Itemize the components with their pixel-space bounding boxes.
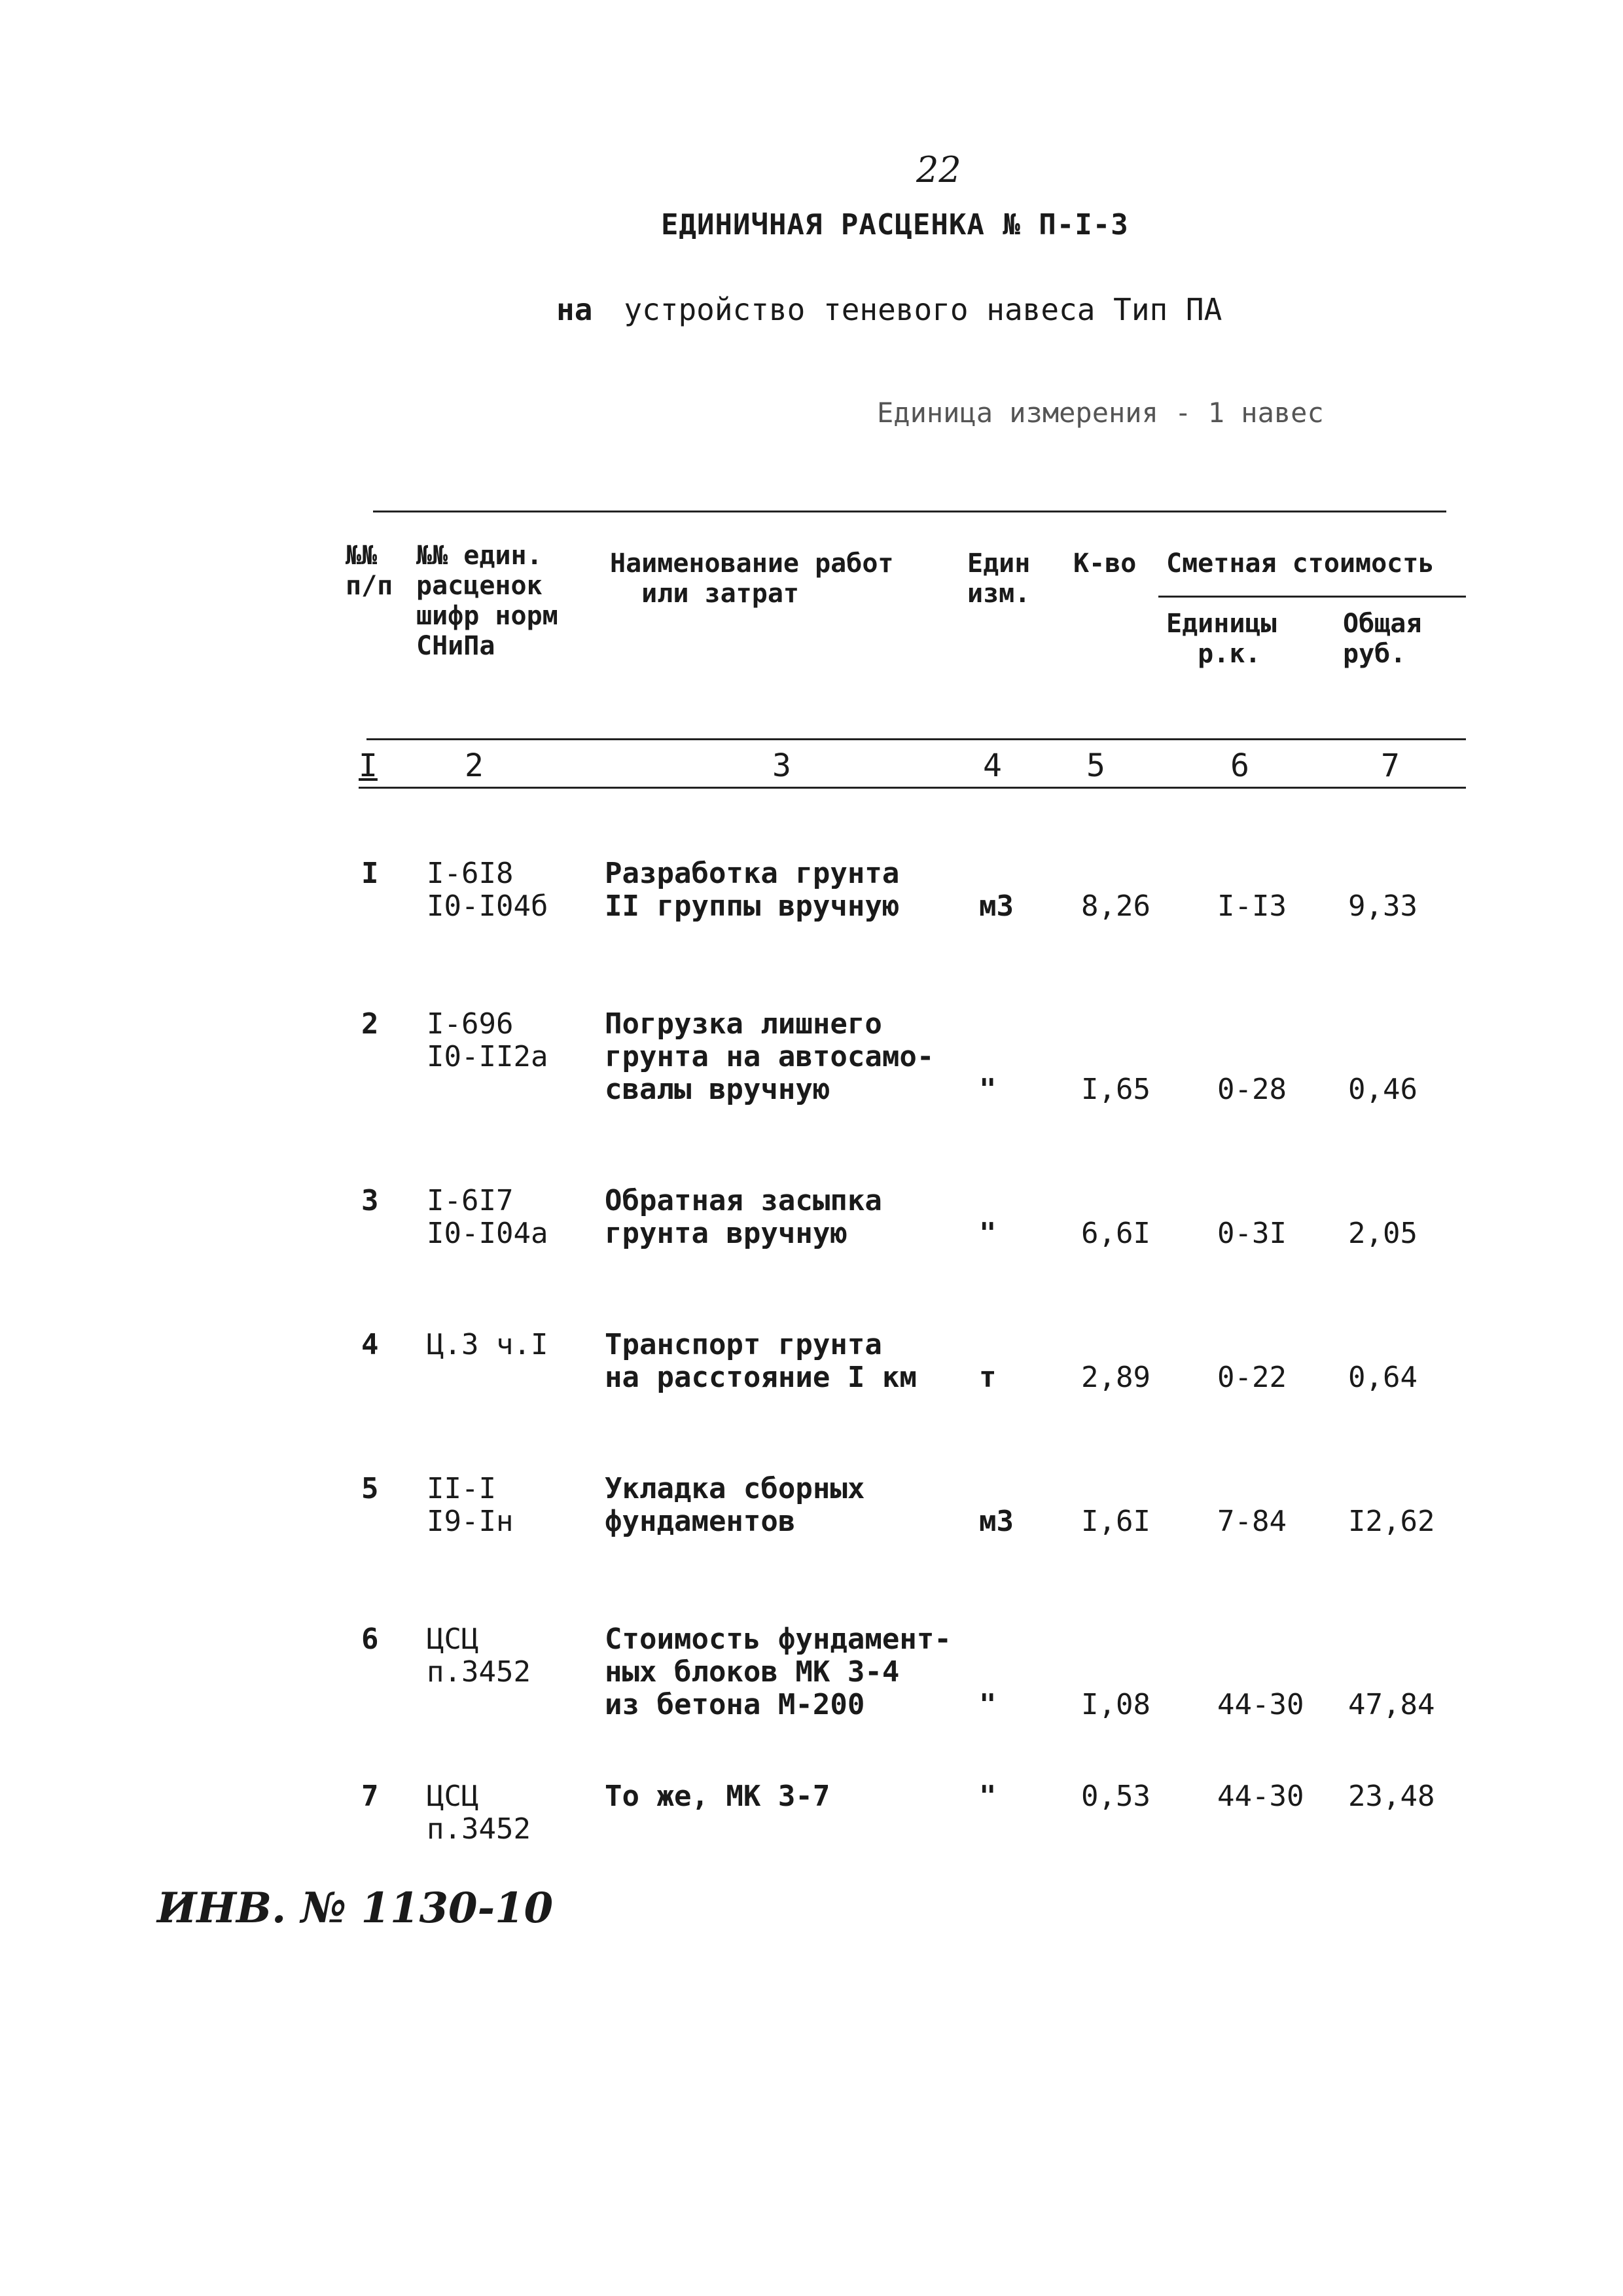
work-name: Транспорт грунта на расстояние I км — [605, 1328, 917, 1394]
column-number: 3 — [772, 747, 791, 784]
unit-cell: т — [979, 1361, 997, 1394]
page-number: 22 — [916, 149, 961, 190]
row-number: 5 — [361, 1472, 379, 1505]
total-cell: 2,05 — [1348, 1217, 1418, 1250]
unit-cell: м3 — [979, 889, 1014, 923]
header-unit: Един изм. — [967, 548, 1031, 609]
unit-cell: " — [979, 1073, 997, 1106]
rate-code: I-6I8 I0-I04б — [427, 857, 548, 923]
unit-cell: м3 — [979, 1505, 1014, 1538]
quantity-cell: 2,89 — [1081, 1361, 1150, 1394]
table-header-bottom-rule — [366, 738, 1466, 740]
unit-cell: " — [979, 1688, 997, 1721]
work-name: То же, МК 3-7 — [605, 1780, 830, 1813]
total-cell: 0,64 — [1348, 1361, 1418, 1394]
row-number: 6 — [361, 1623, 379, 1656]
total-cell: 0,46 — [1348, 1073, 1418, 1106]
column-number: 2 — [465, 747, 484, 784]
row-number: 7 — [361, 1780, 379, 1813]
quantity-cell: I,6I — [1081, 1505, 1150, 1538]
header-unit-price: Единицы р.к. — [1166, 609, 1277, 669]
table-top-rule — [373, 511, 1446, 512]
unit-price-cell: 44-30 — [1217, 1780, 1304, 1813]
header-rate-code: №№ един. расценок шифр норм СНиПа — [416, 541, 558, 661]
header-row-number: №№ п/п — [346, 541, 393, 601]
header-quantity: К-во — [1073, 548, 1137, 579]
unit-price-cell: 7-84 — [1217, 1505, 1287, 1538]
rate-code: I-6I7 I0-I04а — [427, 1184, 548, 1250]
row-number: I — [361, 857, 379, 890]
rate-code: ЦСЦ п.3452 — [427, 1623, 531, 1689]
subtitle-text: устройство теневого навеса Тип ПА — [624, 292, 1222, 327]
total-cell: 9,33 — [1348, 889, 1418, 923]
unit-price-cell: 0-28 — [1217, 1073, 1287, 1106]
quantity-cell: I,08 — [1081, 1688, 1150, 1721]
row-number: 4 — [361, 1328, 379, 1361]
total-cell: 23,48 — [1348, 1780, 1435, 1813]
unit-cell: " — [979, 1780, 997, 1813]
subtitle-prefix: на — [556, 292, 593, 327]
column-number: I — [359, 747, 378, 784]
column-number: 6 — [1230, 747, 1249, 784]
work-name: Укладка сборных фундаментов — [605, 1472, 865, 1538]
quantity-cell: I,65 — [1081, 1073, 1150, 1106]
work-name: Разработка грунта II группы вручную — [605, 857, 900, 923]
work-name: Обратная засыпка грунта вручную — [605, 1184, 882, 1250]
document-title: ЕДИНИЧНАЯ РАСЦЕНКА № П-I-3 — [661, 208, 1129, 242]
unit-price-cell: 0-22 — [1217, 1361, 1287, 1394]
total-cell: 47,84 — [1348, 1688, 1435, 1721]
quantity-cell: 8,26 — [1081, 889, 1150, 923]
column-number: 7 — [1381, 747, 1400, 784]
inventory-stamp: ИНВ. № 1130-10 — [157, 1884, 554, 1933]
header-estimated-cost: Сметная стоимость — [1166, 548, 1435, 579]
unit-price-cell: 0-3I — [1217, 1217, 1287, 1250]
unit-cell: " — [979, 1217, 997, 1250]
unit-price-cell: I-I3 — [1217, 889, 1287, 923]
column-number: 5 — [1086, 747, 1105, 784]
quantity-cell: 6,6I — [1081, 1217, 1150, 1250]
column-numbers-rule — [359, 787, 1466, 789]
header-total: Общая руб. — [1343, 609, 1422, 669]
unit-price-cell: 44-30 — [1217, 1688, 1304, 1721]
cost-subheader-rule — [1158, 596, 1466, 598]
document-subtitle — [556, 292, 1222, 327]
work-name: Погрузка лишнего грунта на автосамо- свалы вручную — [605, 1007, 935, 1106]
rate-code: Ц.3 ч.I — [427, 1328, 548, 1361]
total-cell: I2,62 — [1348, 1505, 1435, 1538]
rate-code: ЦСЦ п.3452 — [427, 1780, 531, 1846]
header-work-name: Наименование работ или затрат — [610, 548, 894, 609]
work-name: Стоимость фундамент- ных блоков МК 3-4 из бетона М-200 — [605, 1623, 952, 1721]
rate-code: II-I I9-Iн — [427, 1472, 514, 1538]
column-number: 4 — [983, 747, 1002, 784]
row-number: 3 — [361, 1184, 379, 1217]
row-number: 2 — [361, 1007, 379, 1041]
unit-of-measure-line: Единица измерения - 1 навес — [877, 397, 1324, 429]
rate-code: I-696 I0-II2а — [427, 1007, 548, 1073]
quantity-cell: 0,53 — [1081, 1780, 1150, 1813]
